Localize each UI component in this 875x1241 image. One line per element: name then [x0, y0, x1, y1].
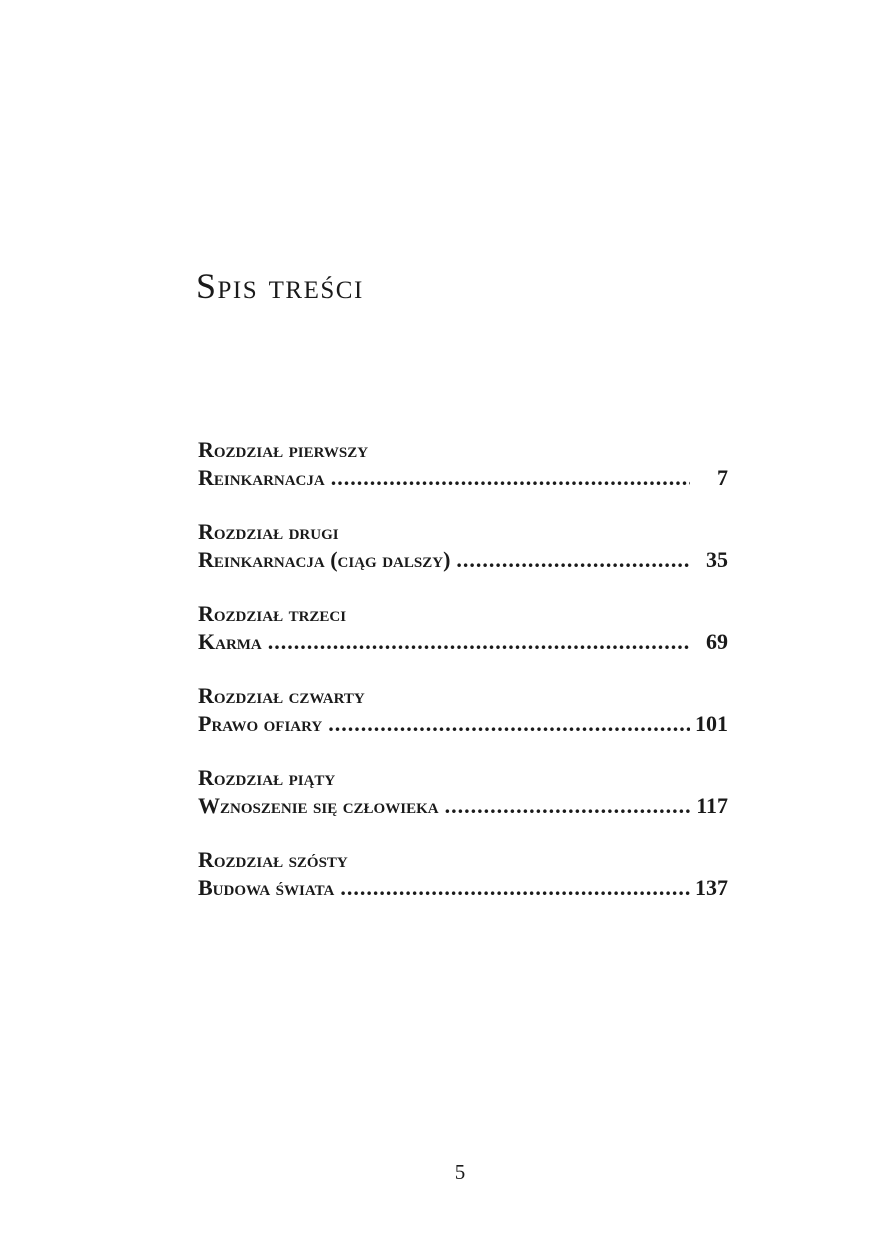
toc-entry	[198, 764, 728, 846]
page-number: 35	[706, 547, 728, 572]
toc-line[interactable]	[198, 792, 728, 820]
toc-entry	[198, 436, 728, 518]
toc-line[interactable]	[198, 628, 728, 656]
page-number: 69	[706, 629, 728, 654]
table-of-contents	[198, 436, 728, 928]
page-title: Spis treści	[196, 266, 364, 306]
chapter-label: Rozdział czwarty	[198, 683, 365, 708]
chapter-title: Wznoszenie się człowieka	[198, 793, 439, 818]
toc-entry	[198, 600, 728, 682]
toc-entry	[198, 518, 728, 600]
toc-line[interactable]	[198, 546, 728, 574]
dot-leader	[445, 792, 690, 820]
page-footer-number: 5	[454, 1160, 466, 1184]
chapter-title: Karma	[198, 629, 262, 654]
chapter-title: Prawo ofiary	[198, 711, 323, 736]
dot-leader	[268, 628, 690, 656]
dot-leader	[340, 874, 690, 902]
chapter-label: Rozdział piąty	[198, 765, 336, 790]
chapter-label: Rozdział trzeci	[198, 601, 347, 626]
toc-line[interactable]	[198, 710, 728, 738]
page-number: 117	[696, 793, 728, 818]
chapter-title: Reinkarnacja (ciąg dalszy)	[198, 547, 451, 572]
dot-leader	[328, 710, 690, 738]
page-number: 7	[717, 465, 728, 490]
page-number: 137	[695, 875, 728, 900]
toc-line[interactable]	[198, 464, 728, 492]
toc-entry	[198, 682, 728, 764]
chapter-title: Budowa świata	[198, 875, 335, 900]
toc-line[interactable]	[198, 874, 728, 902]
page-number: 101	[695, 711, 728, 736]
toc-entry	[198, 846, 728, 928]
dot-leader	[331, 464, 690, 492]
dot-leader	[456, 546, 690, 574]
chapter-title: Reinkarnacja	[198, 465, 325, 490]
chapter-label: Rozdział drugi	[198, 519, 339, 544]
chapter-label: Rozdział pierwszy	[198, 437, 369, 462]
chapter-label: Rozdział szósty	[198, 847, 348, 872]
